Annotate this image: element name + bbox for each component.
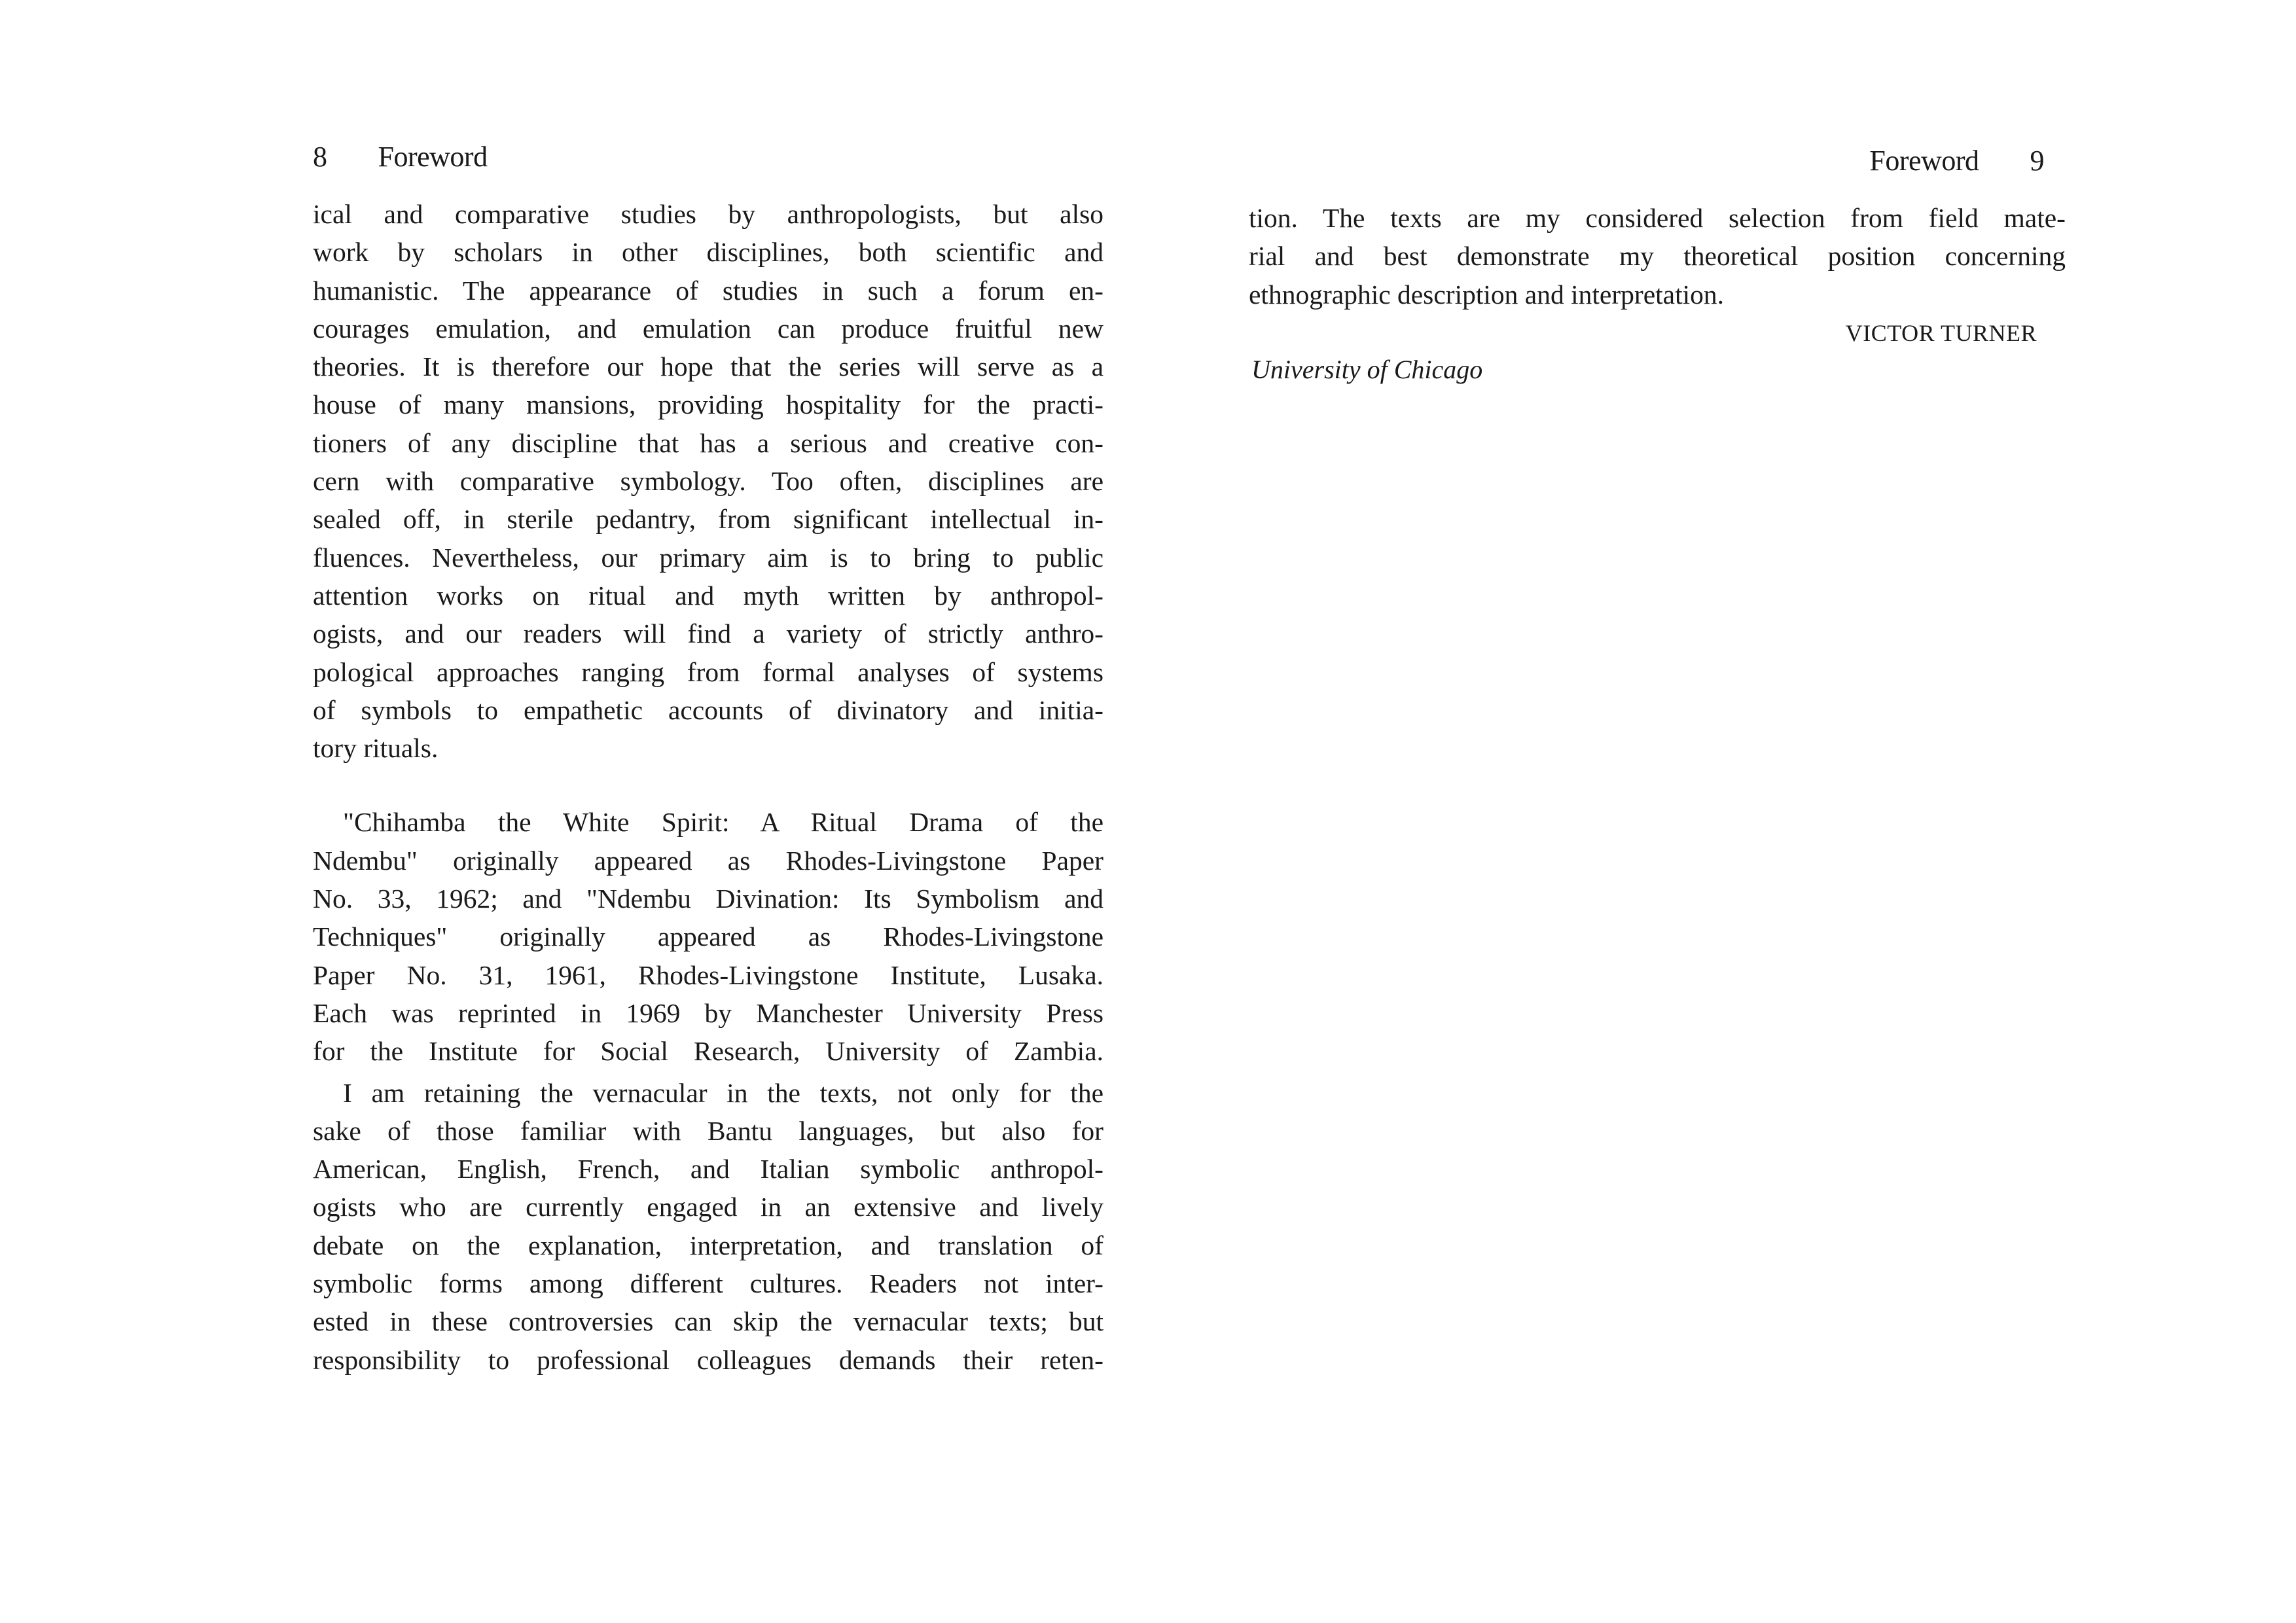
paragraph-publication-history bbox=[313, 803, 1103, 1070]
text-line: Techniques" originally appeared as Rhodes-Livingstone bbox=[313, 921, 1103, 952]
text-line: pological approaches ranging from formal analyses of systems bbox=[313, 656, 1103, 687]
text-line: ical and comparative studies by anthropologists, but also bbox=[313, 199, 1103, 229]
text-line: attention works on ritual and myth written by anthropol- bbox=[313, 580, 1103, 611]
text-line: humanistic. The appearance of studies in such a forum en- bbox=[313, 275, 1103, 306]
text-line: of symbols to empathetic accounts of divinatory and initia- bbox=[313, 694, 1103, 725]
paragraph-series-aims bbox=[313, 195, 1103, 767]
paragraph-spacer bbox=[313, 767, 1103, 803]
left-page-number: 8 bbox=[313, 141, 327, 173]
right-running-title: Foreword bbox=[1869, 145, 1979, 177]
author-affiliation: University of Chicago bbox=[1251, 355, 1483, 384]
text-line: Paper No. 31, 1961, Rhodes-Livingstone Institute, Lusaka. bbox=[313, 959, 1103, 990]
text-line: work by scholars in other disciplines, both scientific and bbox=[313, 237, 1103, 268]
left-running-title: Foreword bbox=[378, 141, 488, 173]
text-line: "Chihamba the White Spirit: A Ritual Drama of the bbox=[343, 807, 1103, 838]
text-line: sealed off, in sterile pedantry, from significant intellectual in- bbox=[313, 504, 1103, 535]
text-line: ested in these controversies can skip the vernacular texts; but bbox=[313, 1306, 1103, 1337]
text-line: ogists who are currently engaged in an extensive and lively bbox=[313, 1192, 1103, 1222]
left-body-text bbox=[313, 195, 1103, 1379]
paragraph-continuation bbox=[1249, 199, 2066, 313]
text-line: Ndembu" originally appeared as Rhodes-Livingstone Paper bbox=[313, 845, 1103, 876]
text-line: for the Institute for Social Research, University of Zambia. bbox=[313, 1036, 1103, 1067]
text-line: theories. It is therefore our hope that the series will serve as a bbox=[313, 351, 1103, 382]
text-line: Each was reprinted in 1969 by Manchester University Press bbox=[313, 997, 1103, 1028]
text-line: cern with comparative symbology. Too often, disciplines are bbox=[313, 466, 1103, 497]
right-body-text bbox=[1249, 199, 2066, 313]
text-line: ogists, and our readers will find a variety of strictly anthro- bbox=[313, 618, 1103, 649]
text-line: responsibility to professional colleagues demands their reten- bbox=[313, 1344, 1103, 1375]
text-line: rial and best demonstrate my theoretical position concerning bbox=[1249, 241, 2066, 272]
text-line: I am retaining the vernacular in the texts, not only for the bbox=[343, 1077, 1103, 1108]
left-running-head bbox=[313, 143, 488, 171]
text-line: sake of those familiar with Bantu languages, but also for bbox=[313, 1115, 1103, 1146]
paragraph-vernacular bbox=[313, 1074, 1103, 1379]
text-line: tory rituals. bbox=[313, 733, 439, 764]
right-page-number: 9 bbox=[2030, 145, 2044, 177]
text-line: tion. The texts are my considered selection from field mate- bbox=[1249, 203, 2066, 233]
text-line: No. 33, 1962; and "Ndembu Divination: Its Symbolism and bbox=[313, 883, 1103, 914]
right-page bbox=[1148, 0, 2296, 1623]
text-line: ethnographic description and interpretation. bbox=[1249, 279, 1725, 310]
text-line: fluences. Nevertheless, our primary aim is to bring to public bbox=[313, 542, 1103, 573]
text-line: symbolic forms among different cultures. Readers not inter- bbox=[313, 1268, 1103, 1299]
right-running-head bbox=[1869, 147, 2044, 175]
text-line: courages emulation, and emulation can produce fruitful new bbox=[313, 313, 1103, 344]
text-line: tioners of any discipline that has a serious and creative con- bbox=[313, 427, 1103, 458]
text-line: house of many mansions, providing hospitality for the practi- bbox=[313, 389, 1103, 420]
author-signature: VICTOR TURNER bbox=[1845, 320, 2037, 346]
text-line: American, English, French, and Italian symbolic anthropol- bbox=[313, 1154, 1103, 1185]
text-line: debate on the explanation, interpretation, and translation of bbox=[313, 1230, 1103, 1260]
